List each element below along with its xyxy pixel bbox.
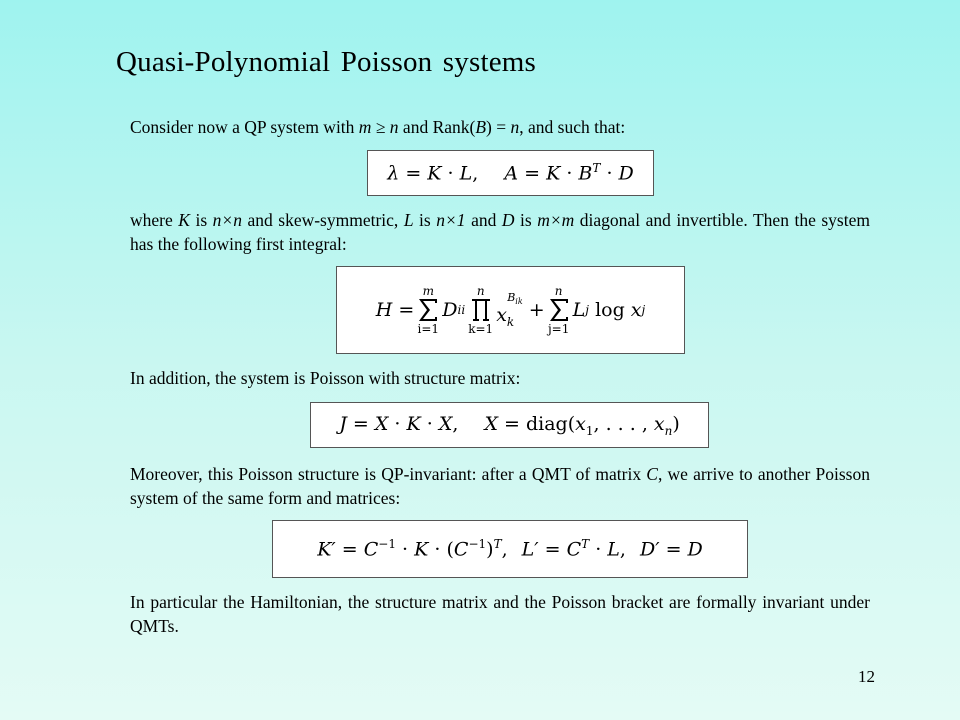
text-run: , and such that: bbox=[519, 117, 626, 137]
equation-3: J = X · K · X, $X = diag(x_1$, . . . , $x_n$) bbox=[339, 412, 680, 438]
sum-operator-j: n j=1 bbox=[547, 284, 570, 336]
product-icon bbox=[471, 297, 491, 323]
page-number: 12 bbox=[858, 667, 875, 686]
text-run: n bbox=[389, 117, 399, 137]
text-run: B bbox=[475, 117, 487, 137]
equation-2: H = m i=1 D ii n k=1 $B_{ik}$ $x_k$ + n j=1 L j log x j bbox=[375, 284, 646, 336]
text-run: n×n bbox=[212, 210, 242, 230]
text-run: , we arrive to another Poisson system of the same form and matrices: bbox=[130, 464, 870, 508]
text-run: and Rank( bbox=[398, 117, 476, 137]
paragraph-poisson: In addition, the system is Poisson with structure matrix: bbox=[130, 368, 521, 388]
equation-box-4 bbox=[272, 520, 748, 578]
summation-icon bbox=[417, 297, 439, 323]
text-run: diagonal and invertible. Then the system has the following first integral: bbox=[130, 210, 870, 254]
text-run: is bbox=[514, 210, 538, 230]
text-run: where bbox=[130, 210, 179, 230]
text-run: m×m bbox=[537, 210, 575, 230]
text-run: m bbox=[358, 117, 372, 137]
product-operator-k: n k=1 bbox=[468, 284, 494, 336]
text-run: is bbox=[413, 210, 437, 230]
slide-title: Quasi-Polynomial Poisson systems bbox=[116, 46, 537, 78]
text-run: K bbox=[178, 210, 190, 230]
equation-box-3 bbox=[310, 402, 709, 448]
text-run: D bbox=[501, 210, 515, 230]
paragraph-conclusion: In particular the Hamiltonian, the structure matrix and the Poisson bracket are formally invariant under QMTs. bbox=[130, 592, 870, 636]
equation-box-1 bbox=[367, 150, 654, 196]
text-run: n×1 bbox=[436, 210, 466, 230]
text-run: and skew-symmetric, bbox=[241, 210, 404, 230]
equation-4: $K' = C^{-1} \cdot K \cdot (C^{-1})^T$, $L' = C^T \cdot L$, D′ = D bbox=[317, 537, 703, 561]
text-run: n bbox=[510, 117, 520, 137]
paragraph-conditions bbox=[130, 208, 870, 256]
text-run: Consider now a QP system with bbox=[130, 117, 359, 137]
text-run: is bbox=[189, 210, 213, 230]
equation-box-2 bbox=[336, 266, 685, 354]
text-run: and bbox=[465, 210, 502, 230]
summation-icon bbox=[548, 297, 570, 323]
equation-1: λ = K · L, $A = K \cdot B^T \cdot D$ bbox=[387, 161, 634, 185]
text-run: C bbox=[646, 464, 658, 484]
text-run: L bbox=[403, 210, 414, 230]
paragraph-intro bbox=[130, 115, 870, 139]
text-run: Moreover, this Poisson structure is QP-invariant: after a QMT of matrix bbox=[130, 464, 647, 484]
text-run: ) = bbox=[486, 117, 511, 137]
paragraph-qmt bbox=[130, 462, 870, 510]
sum-operator-i: m i=1 bbox=[417, 284, 440, 336]
text-run: ≥ bbox=[371, 117, 390, 137]
